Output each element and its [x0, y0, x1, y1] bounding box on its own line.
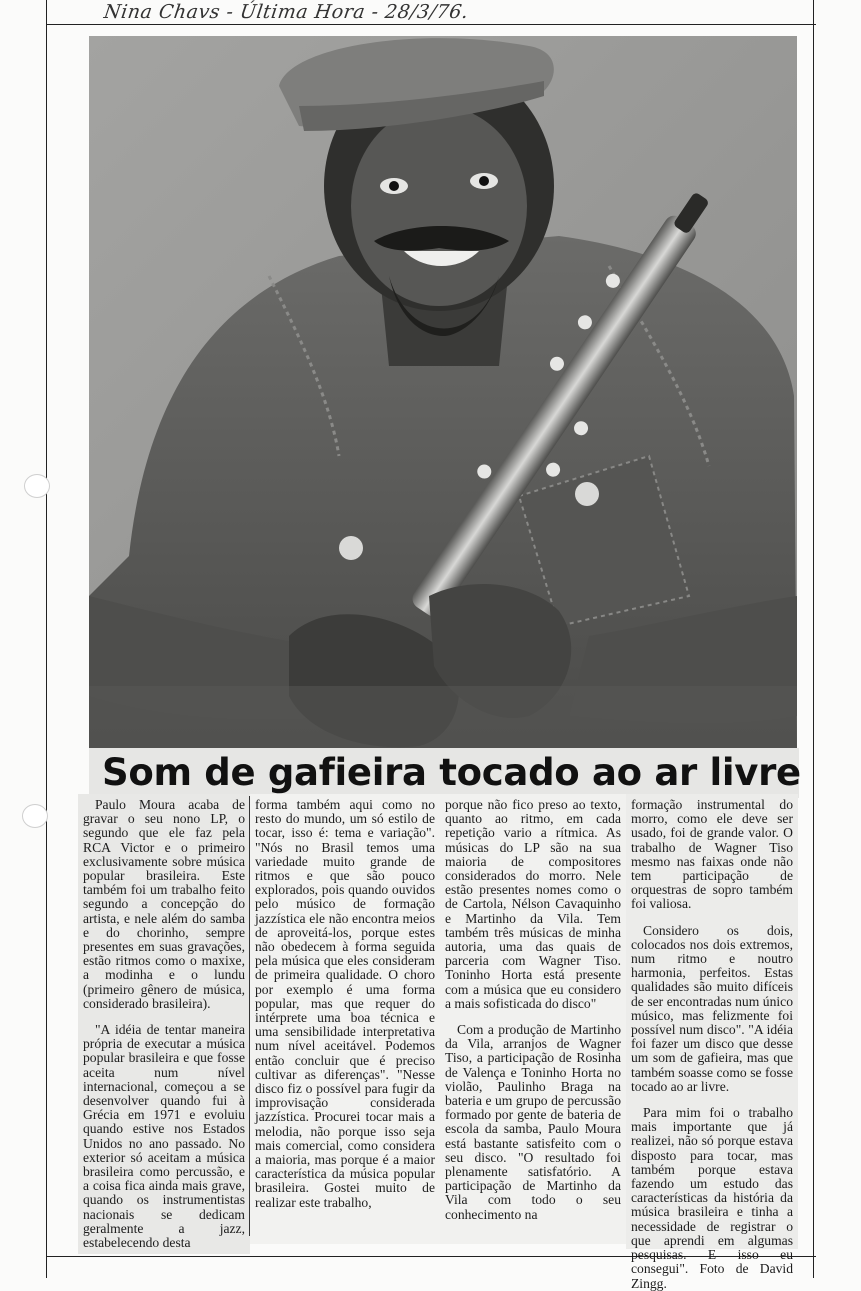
- punch-hole: [24, 474, 50, 498]
- paragraph: Com a produção de Martinho da Vila, arranjos de Wagner Tiso, a participação de Rosinha de Valença e Toninho Horta no violão, Paulinho Braga na bateria e um grupo de percussão formado por gente de bateria de escola da samba, Paulo Moura está bastante satisfeito com o seu disco. "O resultado foi plenamente satisfatório. A participação de Martinho da Vila com todo o seu conhecimento na: [445, 1022, 621, 1222]
- article-column-4: [626, 794, 798, 1291]
- clipping-border-left: [46, 0, 47, 1278]
- clipping-border-right: [813, 0, 814, 1278]
- article-column-3: [440, 794, 626, 1244]
- handwritten-annotation: Nina Chavs - Última Hora - 28/3/76.: [102, 1, 470, 23]
- article-column-1: [78, 794, 250, 1254]
- paragraph: Considero os dois, colocados nos dois extremos, num ritmo e noutro harmonia, perfeitos. Estas qualidades são muito difíceis de ser encontradas num único músico, mas felizmente foi possível num disco". "A idéia foi fazer um disco que desse um som de gafieira, mas que também soasse como se fosse tocado ao ar livre.: [631, 922, 793, 1094]
- paragraph: "A idéia de tentar maneira própria de executar a música popular brasileira e que fosse aceita num nível internacional, começou a se desenvolver quando fui à Grécia em 1971 e evoluiu quando estive nos Estados Unidos no ano passado. No exterior só aceitam a música brasileira como percussão, e a coisa fica ainda mais grave, quando os instrumentistas nacionais se dedicam geralmente a jazz, estabelecendo desta: [83, 1022, 245, 1251]
- musician-photo: [89, 36, 797, 752]
- punch-hole: [22, 804, 48, 828]
- paragraph: Paulo Moura acaba de gravar o seu nono LP, o segundo que ele faz pela RCA Victor e o primeiro exclusivamente sobre música popular brasileira. Este também foi um trabalho feito segundo a concepção do artista, e nele além do samba e do chorinho, sempre presentes em suas gravações, estão ritmos como o maxixe, a modinha e o lundu (primeiro gênero de música, considerado brasileira).: [83, 797, 245, 1011]
- paragraph: forma também aqui como no resto do mundo, um só estilo de tocar, isso é: tema e variação". "Nós no Brasil temos uma variedade muito grande de ritmos e que são pouco explorados, pois quando ouvidos pelo músico de formação jazzística ele não encontra meios de aproveitá-los, porque estes não obedecem à forma seguida pela música que eles consideram de primeira qualidade. O choro por exemplo é uma forma popular, mas que requer do intérprete uma boa técnica e uma sensibilidade interpretativa num nível aceitável. Podemos então concluir que é preciso cultivar as diferenças". "Nesse disco fiz o possível para fugir da improvisação considerada jazzística. Procurei tocar mais a melodia, não porque isso seja mais comercial, como considera a maioria, mas porque é a maior característica da música popular brasileira. Gostei muito de realizar este trabalho,: [255, 797, 435, 1210]
- paragraph: Para mim foi o trabalho mais importante que já realizei, não só porque estava disposto para tocar, mas também porque estava fazendo um estudo das características da história da música brasileira e tinha a necessidade de registrar o que aprendi em algumas pesquisas. E isso eu consegui". Foto de David Zingg.: [631, 1105, 793, 1291]
- article-headline: Som de gafieira tocado ao ar livre: [102, 751, 801, 794]
- paragraph: porque não fico preso ao texto, quanto ao ritmo, em cada repetição vario a rítmica. As músicas do LP são na sua maioria de compositores considerados do morro. Nele estão presentes nomes como o de Cartola, Nélson Cavaquinho e Martinho da Vila. Tem também três músicas de minha autoria, uma das quais de parceria com Wagner Tiso. Toninho Horta está presente com a música que eu considero a mais sofisticada do disco": [445, 797, 621, 1011]
- photo-illustration: [89, 36, 797, 752]
- article-column-2: [250, 794, 440, 1244]
- paragraph: formação instrumental do morro, como ele deve ser usado, foi de grande valor. O trabalho de Wagner Tiso mesmo nas faixas onde não tem participação de orquestras de sopro também foi valiosa.: [631, 797, 793, 912]
